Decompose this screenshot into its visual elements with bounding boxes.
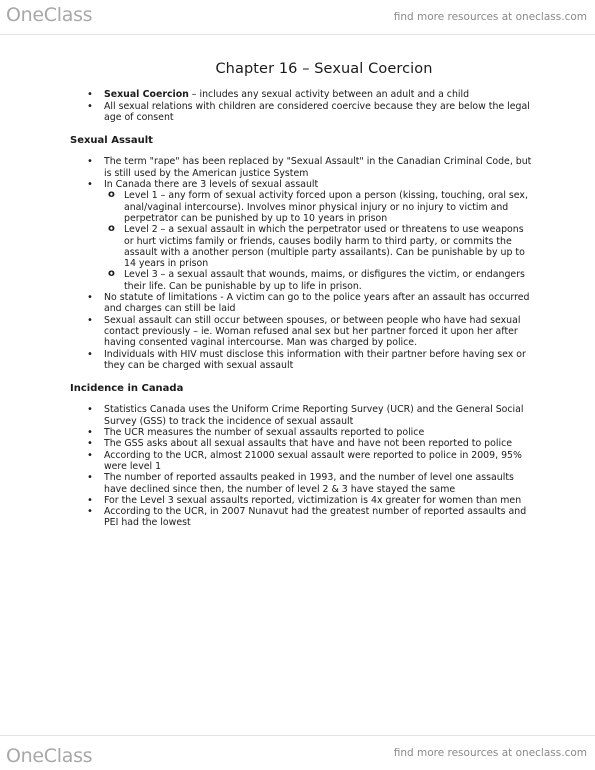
oneclass-logo[interactable]: OneClass [6,745,93,767]
term-label: Sexual Coercion [104,89,189,101]
list-item [104,315,532,349]
bullet-text: The UCR measures the number of sexual assaults reported to police [104,427,425,439]
list-item [104,179,532,292]
list-item [104,349,532,372]
oneclass-logo[interactable]: OneClass [6,4,93,26]
sub-list-item: o Level 1 – any form of sexual activity forced upon a person (kissing, touching, oral sex, anal/vaginal intercourse). Involves minor physical injury or no injury to victim and perpetrator can be punished by up to 10 years in prison [124,190,532,224]
section-heading-incidence: Incidence in Canada [70,383,184,395]
bullet-text: According to the UCR, in 2007 Nunavut had the greatest number of reported assaults and PEI had the lowest [104,506,527,529]
document-title: Chapter 16 – Sexual Coercion [215,61,433,77]
sexual-assault-list [70,156,532,371]
bullet-text: In Canada there are 3 levels of sexual assault [104,179,319,191]
document-body [70,61,532,529]
list-item [104,472,532,495]
bullet-text: Sexual assault can still occur between spouses, or between people who have had sexual contact previously – ie. Woman refused anal sex but her partner forced it upon her after having consented vaginal intercourse. Man was charged by police. [104,314,521,349]
sub-list-item: o Level 3 – a sexual assault that wounds, maims, or disfigures the victim, or endangers their life. Can be punishable by up to life in prison. [124,269,532,292]
page-footer [0,735,595,770]
list-item [104,89,532,100]
list-item [104,292,532,315]
bullet-text: The number of reported assaults peaked in 1993, and the number of level one assaults have declined since then, the number of level 2 & 3 have stayed the same [104,472,514,495]
bullet-text: No statute of limitations - A victim can go to the police years after an assault has occurred and charges can still be laid [104,292,530,315]
bullet-text: – includes any sexual activity between an adult and a child [188,89,470,101]
bullet-text: All sexual relations with children are considered coercive because they are below the legal age of consent [104,100,530,123]
intro-list [70,89,532,123]
list-item [104,427,532,438]
header-tagline-link[interactable]: find more resources at oneclass.com [393,11,587,23]
list-item [104,438,532,449]
list-item [104,101,532,124]
list-item [104,506,532,529]
bullet-text: Statistics Canada uses the Uniform Crime Reporting Survey (UCR) and the General Social Survey (GSS) to track the incidence of sexual assault [104,404,524,427]
list-item [104,495,532,506]
bullet-text: Individuals with HIV must disclose this information with their partner before having sex or they can be charged with sexual assault [104,348,526,371]
incidence-list [70,404,532,528]
section-heading-sexual-assault: Sexual Assault [70,135,153,147]
assault-levels-list [104,190,532,292]
bullet-text: For the Level 3 sexual assaults reported, victimization is 4x greater for women than men [104,494,522,506]
bullet-text: According to the UCR, almost 21000 sexual assault were reported to police in 2009, 95% were level 1 [104,449,522,472]
list-item [104,450,532,473]
bullet-text: The term "rape" has been replaced by "Sexual Assault" in the Canadian Criminal Code, but is still used by the American justice System [104,156,532,179]
sub-list-item: o Level 2 – a sexual assault in which the perpetrator used or threatens to use weapons or hurt victims family or friends, causes bodily harm to third party, or commits the assault with a another person (multiple party assailants). Can be punishable by up to 14 years in prison [124,224,532,269]
page-header [0,0,595,35]
footer-tagline-link[interactable]: find more resources at oneclass.com [393,747,587,759]
list-item [104,404,532,427]
list-item [104,156,532,179]
bullet-text: The GSS asks about all sexual assaults that have and have not been reported to police [104,438,512,450]
